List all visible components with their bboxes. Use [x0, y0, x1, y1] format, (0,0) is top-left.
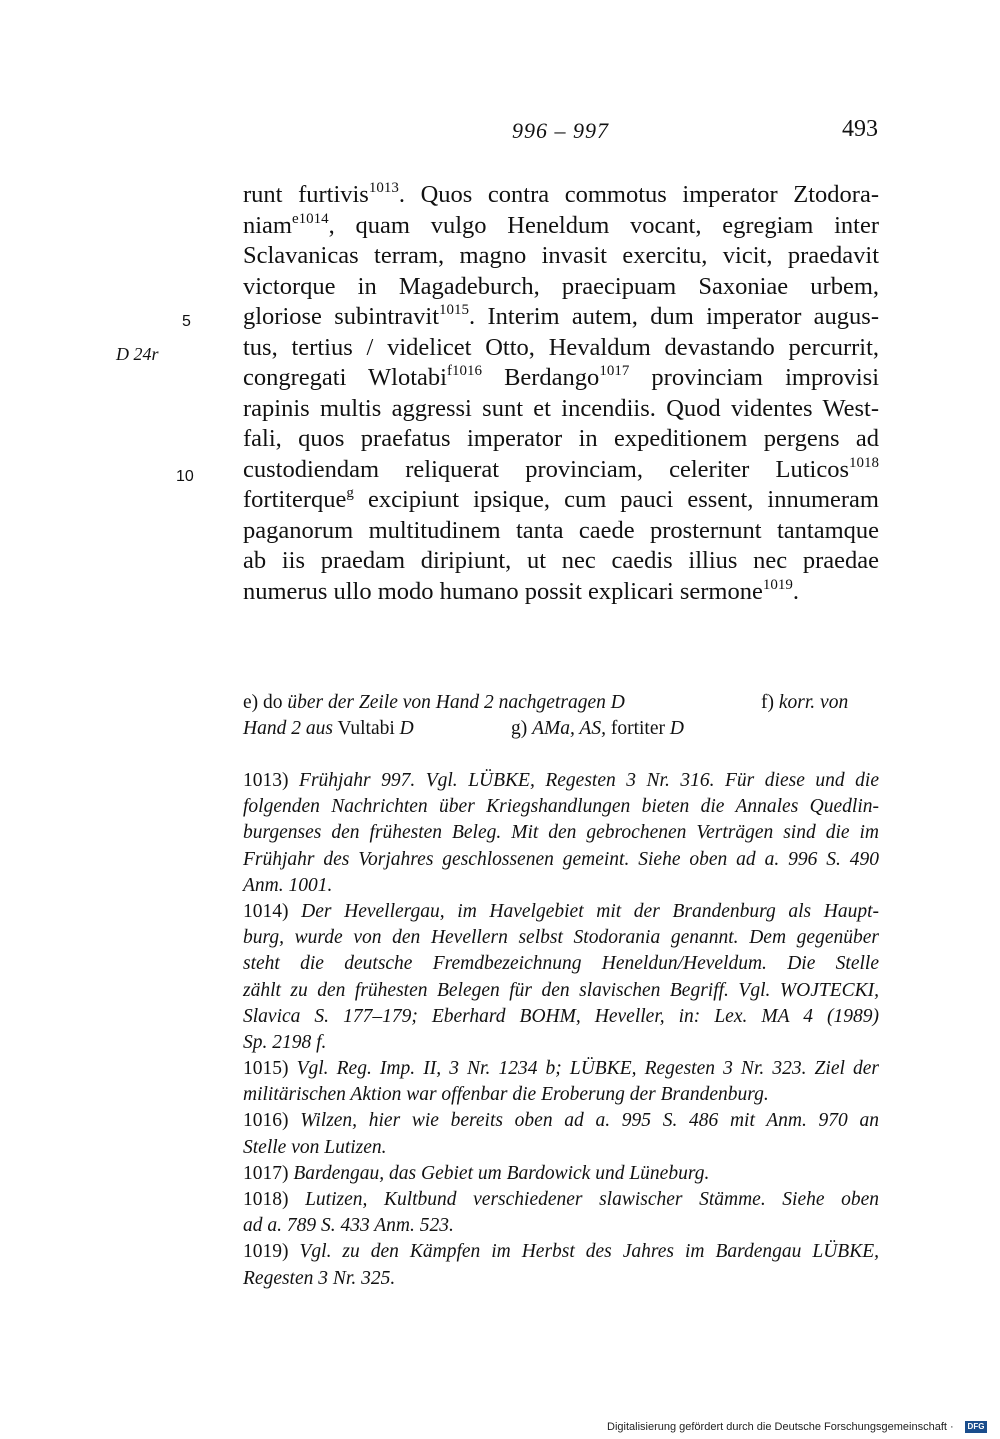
- footnote-number: 1014): [243, 900, 302, 922]
- footnote-text: Anm. 1001.: [243, 874, 333, 896]
- manuscript-folio-marker: D 24r: [116, 344, 159, 364]
- footnote-text: Lutizen, Kultbund verschiedener slawischer Stämme. Siehe oben: [305, 1189, 879, 1210]
- footnote-line: [243, 1187, 879, 1213]
- footnote-text: zählt zu den frühesten Belegen für den slavischen Begriff. Vgl. WOJTECKI,: [243, 979, 879, 1001]
- footnote-ref: 1019: [762, 576, 793, 593]
- footnote-line: [243, 951, 879, 977]
- text-line: numerus ullo modo humano possit explicari sermone$^{1019}$.: [243, 576, 799, 605]
- text-line: custodiendam reliquerat provinciam, celeriter Luticos$^{1018}$: [243, 454, 879, 483]
- text-line: fali, quos praefatus imperator in expeditionem pergens ad: [243, 425, 879, 452]
- dfg-logo: DFG: [965, 1421, 987, 1433]
- footnote-line: [243, 1056, 879, 1082]
- text-line: victorque in Magadeburch, praecipuam Saxoniae urbem,: [243, 272, 879, 300]
- footnote-line: [243, 1135, 879, 1161]
- text-line: Sclavanicas terram, magno invasit exercitu, vicit, praedavit: [243, 242, 879, 269]
- footnote-line: [243, 1082, 879, 1108]
- apparatus-line: [243, 690, 879, 716]
- footnote-text: Vgl. Reg. Imp. II, 3 Nr. 1234 b; LÜBKE, Regesten 3 Nr. 323. Ziel der: [296, 1058, 879, 1080]
- footnotes: [243, 768, 879, 1292]
- text-line: ab iis praedam diripiunt, ut nec caedis illius nec praedae: [243, 547, 879, 574]
- footnote-line: [243, 925, 879, 951]
- footnote-line: [243, 1108, 879, 1134]
- footnote-line: [243, 820, 879, 846]
- footnote-line: [243, 794, 879, 820]
- main-latin-text: [243, 180, 879, 607]
- text-line: congregati Wlotabi$^{f1016}$ Berdango$^{1017}$ provinciam improvisi: [243, 363, 879, 391]
- footnote-line: [243, 1161, 879, 1187]
- footnote-ref: g: [346, 485, 354, 501]
- footnote-number: 1017): [243, 1162, 294, 1184]
- footnote-text: Bardengau, das Gebiet um Bardowick und Lüneburg.: [293, 1162, 710, 1184]
- footnote-number: 1016): [243, 1110, 301, 1132]
- digitization-credit: Digitalisierung gefördert durch die Deutsche Forschungsgemeinschaft ·: [607, 1421, 954, 1433]
- apparatus-line: [243, 716, 879, 742]
- line-number-5: 5: [182, 313, 191, 330]
- footnote-text: ad a. 789 S. 433 Anm. 523.: [243, 1215, 454, 1237]
- footnote-number: 1015): [243, 1058, 297, 1080]
- footnote-ref: 1013: [368, 180, 399, 196]
- footnote-number: 1019): [243, 1241, 300, 1263]
- running-header-year-range: 996 – 997: [512, 118, 609, 143]
- text-line: tus, tertius / videlicet Otto, Hevaldum devastando percurrit,: [243, 333, 879, 361]
- line-number-10: 10: [176, 468, 194, 485]
- apparatus-entry-f: f) korr. von: [761, 692, 849, 713]
- footnote-line: [243, 978, 879, 1004]
- footnote-text: burgenses den frühesten Beleg. Mit den gebrochenen Verträgen sind die im: [243, 822, 879, 844]
- footnote-line: [243, 1213, 879, 1239]
- footnote-text: Sp. 2198 f.: [243, 1031, 327, 1053]
- footnote-line: [243, 899, 879, 925]
- footnote-ref: 1015: [439, 302, 470, 318]
- footnote-text: Slavica S. 177–179; Eberhard BOHM, Heveller, in: Lex. MA 4 (1989): [243, 1005, 879, 1027]
- footnote-text: Stelle von Lutizen.: [243, 1136, 387, 1158]
- footnote-number: 1018): [243, 1189, 306, 1210]
- apparatus-entry-e: e) do über der Zeile von Hand 2 nachgetragen D: [243, 692, 625, 713]
- text-line: rapinis multis aggressi sunt et incendiis. Quod videntes West-: [243, 394, 879, 422]
- apparatus-entry-g: g) AMa, AS, fortiter D: [511, 718, 684, 739]
- footnote-ref: e1014: [292, 210, 329, 227]
- text-line: paganorum multitudinem tanta caede prosternunt tantamque: [243, 516, 879, 544]
- apparatus-entry-f-cont: Hand 2 aus Vultabi D: [243, 718, 414, 739]
- critical-apparatus: [243, 690, 879, 742]
- footnote-ref: 1017: [599, 363, 630, 379]
- footnote-line: [243, 1239, 879, 1265]
- text-line: fortiterque$^g$ excipiunt ipsique, cum pauci essent, innumeram: [243, 485, 879, 513]
- text-line: gloriose subintravit$^{1015}$. Interim autem, dum imperator augus-: [243, 302, 879, 330]
- footnote-text: Wilzen, hier wie bereits oben ad a. 995 S. 486 mit Anm. 970 an: [300, 1110, 879, 1132]
- footnote-line: [243, 768, 879, 794]
- footnote-text: steht die deutsche Fremdbezeichnung Heneldun/Heveldum. Die Stelle: [243, 953, 879, 975]
- text-line: runt furtivis$^{1013}$. Quos contra commotus imperator Ztodora-: [243, 180, 879, 208]
- footnote-number: 1013): [243, 770, 300, 791]
- page-number: 493: [842, 116, 878, 142]
- footnote-text: burg, wurde von den Hevellern selbst Stodorania genannt. Dem gegenüber: [243, 927, 879, 949]
- footnote-text: Frühjahr des Vorjahres geschlossenen gemeint. Siehe oben ad a. 996 S. 490: [243, 848, 879, 870]
- footnote-line: [243, 1004, 879, 1030]
- footnote-line: [243, 1266, 879, 1292]
- footnote-text: Regesten 3 Nr. 325.: [243, 1267, 396, 1289]
- footnote-line: [243, 873, 879, 899]
- footnote-text: Der Hevellergau, im Havelgebiet mit der Brandenburg als Haupt-: [301, 900, 879, 922]
- footnote-line: [243, 847, 879, 873]
- text-line: niam$^{e1014}$, quam vulgo Heneldum vocant, egregiam inter: [243, 210, 879, 239]
- footnote-line: [243, 1030, 879, 1056]
- footnote-ref: f1016: [446, 363, 482, 379]
- footnote-text: Vgl. zu den Kämpfen im Herbst des Jahres im Bardengau LÜBKE,: [299, 1241, 880, 1263]
- footnote-ref: 1018: [849, 454, 879, 471]
- footnote-text: militärischen Aktion war offenbar die Eroberung der Brandenburg.: [243, 1084, 769, 1106]
- footnote-text: folgenden Nachrichten über Kriegshandlungen bieten die Annales Quedlin-: [243, 796, 879, 818]
- footnote-text: Frühjahr 997. Vgl. LÜBKE, Regesten 3 Nr. 316. Für diese und die: [299, 770, 879, 791]
